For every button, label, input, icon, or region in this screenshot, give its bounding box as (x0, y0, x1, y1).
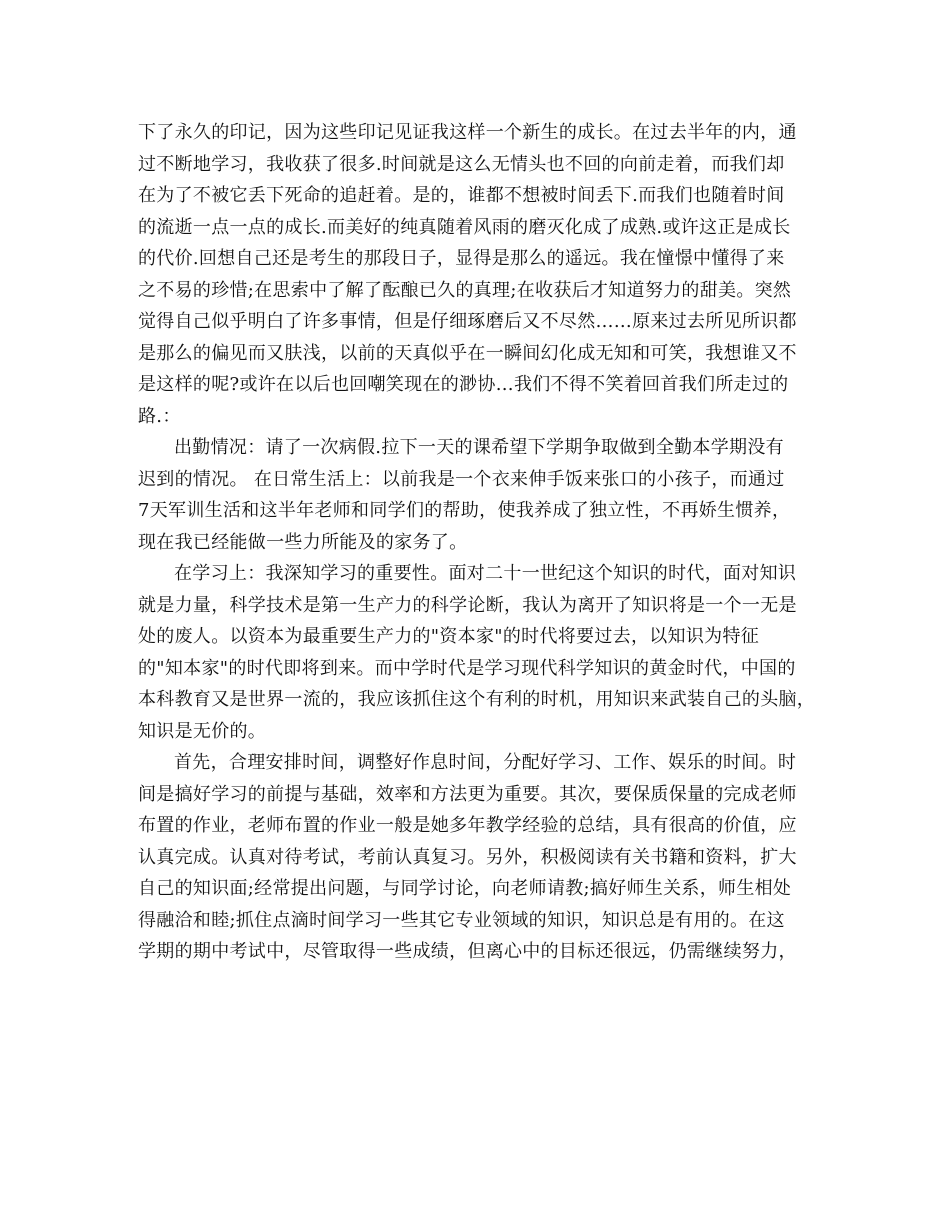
text-line: 路.： (138, 405, 181, 427)
text-line: 得融洽和睦;抓住点滴时间学习一些其它专业领域的知识，知识总是有用的。在这 (138, 909, 785, 931)
text-line: 之不易的珍惜;在思索中了解了酝酿已久的真理;在收获后才知道努力的甜美。突然 (138, 279, 792, 301)
text-line: 在为了不被它丢下死命的追赶着。是的，谁都不想被时间丢下.而我们也随着时间 (138, 185, 785, 206)
paragraph-first-line: 首先，合理安排时间，调整好作息时间，分配好学习、工作、娱乐的时间。时 (174, 752, 797, 773)
text-line: 觉得自己似乎明白了许多事情，但是仔细琢磨后又不尽然……原来过去所见所识都 (138, 311, 797, 332)
text-line: 的代价.回想自己还是考生的那段日子，显得是那么的遥远。我在憧憬中懂得了来 (138, 248, 785, 269)
paragraph-first-line: 出勤情况：请了一次病假.拉下一天的课希望下学期争取做到全勤本学期没有 (174, 437, 784, 458)
document-body (138, 117, 818, 968)
text-line: 7天军训生活和这半年老师和同学们的帮助，使我养成了独立性，不再娇生惯养， (138, 500, 791, 521)
text-line: 布置的作业，老师布置的作业一般是她多年教学经验的总结，具有很高的价值，应 (138, 815, 797, 836)
text-line: 迟到的情况。 在日常生活上：以前我是一个衣来伸手饭来张口的小孩子，而通过 (138, 468, 785, 490)
text-line: 的"知本家"的时代即将到来。而中学时代是学习现代科学知识的黄金时代，中国的 (138, 657, 796, 679)
text-line: 的流逝一点一点的成长.而美好的纯真随着风雨的磨灭化成了成熟.或许这正是成长 (138, 216, 791, 238)
text-line: 认真完成。认真对待考试，考前认真复习。另外，积极阅读有关书籍和资料，扩大 (138, 846, 797, 868)
text-line: 下了永久的印记，因为这些印记见证我这样一个新生的成长。在过去半年的内，通 (138, 122, 797, 143)
text-line: 是那么的偏见而又肤浅，以前的天真似乎在一瞬间幻化成无知和可笑，我想谁又不 (138, 342, 797, 364)
text-line: 学期的期中考试中，尽管取得一些成绩，但离心中的目标还很远，仍需继续努力， (138, 941, 797, 962)
text-line: 就是力量，科学技术是第一生产力的科学论断，我认为离开了知识将是一个一无是 (138, 594, 797, 616)
text-line: 间是搞好学习的前提与基础，效率和方法更为重要。其次，要保质保量的完成老师 (138, 783, 797, 805)
text-line: 是这样的呢?或许在以后也回嘲笑现在的渺协…我们不得不笑着回首我们所走过的 (138, 374, 789, 395)
text-line: 自己的知识面;经常提出问题，与同学讨论，向老师请教;搞好师生关系，师生相处 (138, 878, 792, 899)
paragraph-first-line: 在学习上：我深知学习的重要性。面对二十一世纪这个知识的时代，面对知识 (174, 563, 797, 584)
text-line: 本科教育又是世界一流的，我应该抓住这个有利的时机，用知识来武装自己的头脑， (138, 689, 816, 710)
text-line: 现在我已经能做一些力所能及的家务了。 (138, 531, 468, 553)
text-line: 知识是无价的。 (138, 720, 267, 742)
text-line: 处的废人。以资本为最重要生产力的"资本家"的时代将要过去，以知识为特征 (138, 626, 760, 647)
text-line: 过不断地学习，我收获了很多.时间就是这么无情头也不回的向前走着，而我们却 (138, 153, 785, 175)
